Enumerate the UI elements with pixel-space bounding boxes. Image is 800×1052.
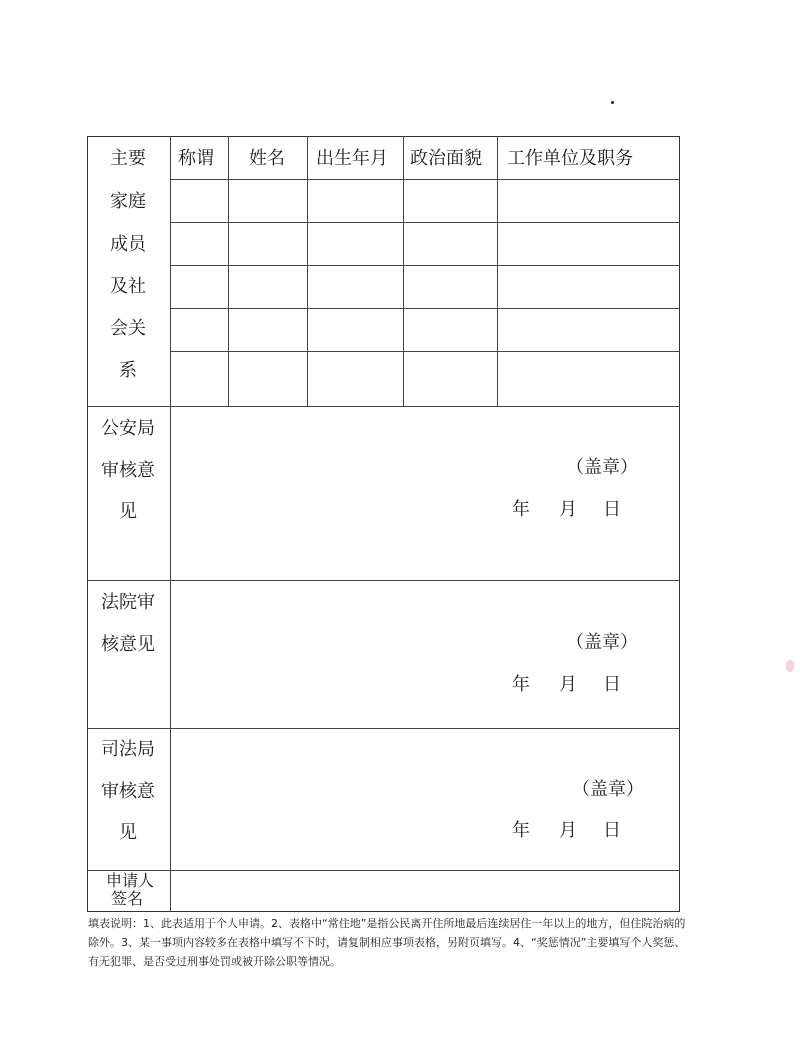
family-section-label: 系: [119, 360, 137, 381]
justice-section-label: 审核意: [101, 781, 155, 802]
applicant-signature-field[interactable]: [171, 871, 679, 911]
family-section-label: 成员: [110, 234, 146, 255]
court-section-label: 法院审: [101, 592, 155, 613]
applicant-signature-label: 申请人: [106, 871, 155, 890]
justice-year: 年: [512, 820, 530, 841]
family-section-label: 家庭: [110, 191, 146, 212]
police-month: 月: [559, 499, 577, 520]
scan-smudge: [786, 660, 794, 672]
police-section-label: 见: [119, 501, 137, 522]
form-instructions: 填表说明：1、此表适用于个人申请。2、表格中“常住地”是指公民离开住所地最后连续居住一年以上的地方，但住院治病的除外。3、某一事项内容较多在表格中填写不下时，请复制相应事项表格，另附页填写。4、“奖惩情况”主要填写个人奖惩、有无犯罪、是否受过刑事处罚或被开除公职等情况。: [88, 917, 686, 968]
justice-section-label: 司法局: [101, 739, 155, 760]
court-seal: （盖章）: [566, 632, 638, 653]
court-opinion-area[interactable]: [171, 581, 679, 727]
family-section-label: 会关: [110, 318, 146, 339]
justice-section-label: 见: [119, 822, 137, 843]
justice-seal: （盖章）: [572, 779, 644, 800]
court-section-label: 核意见: [101, 634, 155, 655]
family-table-body[interactable]: [171, 180, 679, 405]
police-section-label: 公安局: [101, 418, 155, 439]
police-section-label: 审核意: [101, 460, 155, 481]
applicant-signature-label: 签名: [111, 889, 144, 908]
column-header-political-status: 政治面貌: [410, 148, 482, 169]
police-year: 年: [512, 499, 530, 520]
police-opinion-area[interactable]: [171, 407, 679, 579]
court-year: 年: [512, 674, 530, 695]
family-section-label: 及社: [110, 276, 146, 297]
justice-day: 日: [603, 820, 621, 841]
column-header-title: 称谓: [178, 148, 214, 169]
column-header-name: 姓名: [249, 148, 285, 169]
police-day: 日: [603, 499, 621, 520]
justice-month: 月: [559, 820, 577, 841]
court-day: 日: [603, 674, 621, 695]
police-seal: （盖章）: [566, 457, 638, 478]
court-month: 月: [559, 674, 577, 695]
family-section-label: 主要: [110, 148, 146, 169]
column-header-employer-position: 工作单位及职务: [507, 148, 633, 169]
column-header-birth: 出生年月: [316, 148, 388, 169]
scan-speck: [611, 101, 614, 104]
